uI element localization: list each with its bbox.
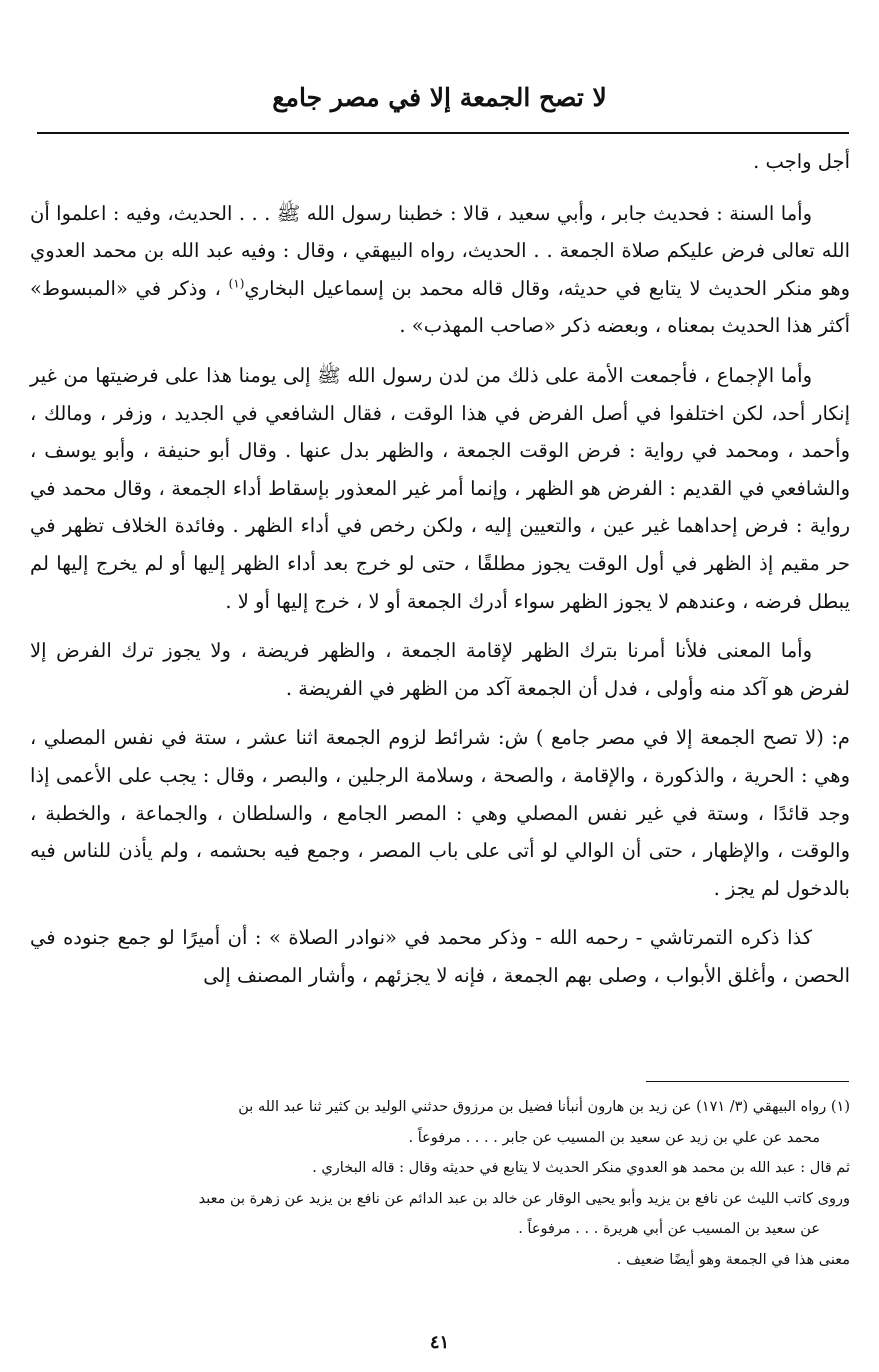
paragraph-matn: م: (لا تصح الجمعة إلا في مصر جامع ) ش: شرائط لزوم الجمعة اثنا عشر ، ستة في نفس المصلي ، وهي : الحرية ، والذكورة ، والإقامة ، والصحة ، وسلامة الرجلين ، والبصر ، وقال : يجب على الأعمى إذا وجد قائدًا ، وستة في غير نفس المصلي وهي : المصر الجامع ، والسلطان ، والجماعة ، والخطبة ، والوقت ، والإظهار ، حتى أن الوالي لو أتى على باب المصر ، وجمع فيه بحشمه ، ولم يأذن للناس فيه بالدخول لم يجز . [30,726,850,900]
paragraph-opening: أجل واجب . [753,150,850,173]
footnote-marker: (١) [228,276,245,291]
paragraph-ijma: وأما الإجماع ، فأجمعت الأمة على ذلك من لدن رسول الله ﷺ إلى يومنا هذا على فرضيتها من غير إنكار أحد، لكن اختلفوا في أصل الفرض في هذا الوقت ، فقال الشافعي في الجديد ، وزفر ، ومالك ، وأحمد ، ومحمد في رواية : فرض الوقت الجمعة ، والظهر بدل عنها . وقال أبو حنيفة ، وأبو يوسف ، والشافعي في القديم : الفرض هو الظهر ، وإنما أمر غير المعذور بإسقاط أداء الجمعة ، وقال محمد في رواية : فرض إحداهما غير عين ، والتعيين إليه ، ولكن رخص في أداء الظهر . وفائدة الخلاف تظهر في حر مقيم إذ الظهر في أول الوقت يجوز مطلقًا ، حتى لو خرج بعد أداء الظهر إليها أو لم يخرج إليها لم يبطل فرضه ، وعندهم لا يجوز الظهر سواء أدرك الجمعة أو لا ، خرج إليها أو لا . [30,363,850,613]
footnote-line: وروى كاتب الليث عن نافع بن يزيد وأبو يحيى الوقار عن خالد بن عبد الدائم عن نافع بن يزيد عن زهرة بن معبد [198,1190,850,1207]
main-text [30,143,850,1006]
paragraph-sunnah [30,195,850,345]
paragraph-sunnah-text: وأما السنة : فحديث جابر ، وأبي سعيد ، قالا : خطبنا رسول الله ﷺ . . . الحديث، وفيه : اعلموا أن الله تعالى فرض عليكم صلاة الجمعة . . الحديث، رواه البيهقي ، وقال : وفيه عبد الله بن محمد العدوي وهو منكر الحديث لا يتابع في حديثه، وقال قاله محمد بن إسماعيل البخاري [30,201,851,300]
footnotes [30,1092,850,1275]
paragraph-meaning: وأما المعنى فلأنا أمرنا بترك الظهر لإقامة الجمعة ، والظهر فريضة ، ولا يجوز ترك الفرض إلا لفرض هو آكد منه وأولى ، فدل أن الجمعة آكد من الظهر في الفريضة . [30,639,850,700]
paragraph-sunnah-tail: ، وذكر في «المبسوط» أكثر هذا الحديث بمعناه ، وبعضه ذكر «صاحب المهذب» . [30,276,850,338]
footnote-line: عن سعيد بن المسيب عن أبي هريرة . . . مرفوعاً . [518,1221,820,1237]
footnote-line: (١) رواه البيهقي (٣/ ١٧١) عن زيد بن هارون أنبأنا فضيل بن مرزوق حدثني الوليد بن كثير ثنا عبد الله بن [238,1099,850,1115]
paragraph-tamartashi: كذا ذكره التمرتاشي - رحمه الله - وذكر محمد في «نوادر الصلاة » : أن أميرًا لو جمع جنوده في الحصن ، وأغلق الأبواب ، وصلى بهم الجمعة ، فإنه لا يجزئهم ، وأشار المصنف إلى [30,926,850,987]
page-number: ٤١ [429,1332,450,1353]
header-divider [37,132,849,134]
footnote-divider [646,1081,849,1082]
footnote-line: معنى هذا في الجمعة وهو أيضًا ضعيف . [616,1251,850,1268]
footnote-line: ثم قال : عبد الله بن محمد هو العدوي منكر الحديث لا يتابع في حديثه وقال : قاله البخاري . [312,1160,850,1176]
page-header-title: لا تصح الجمعة إلا في مصر جامع [272,83,607,112]
footnote-line: محمد عن علي بن زيد عن سعيد بن المسيب عن جابر . . . . مرفوعاً . [408,1129,820,1146]
